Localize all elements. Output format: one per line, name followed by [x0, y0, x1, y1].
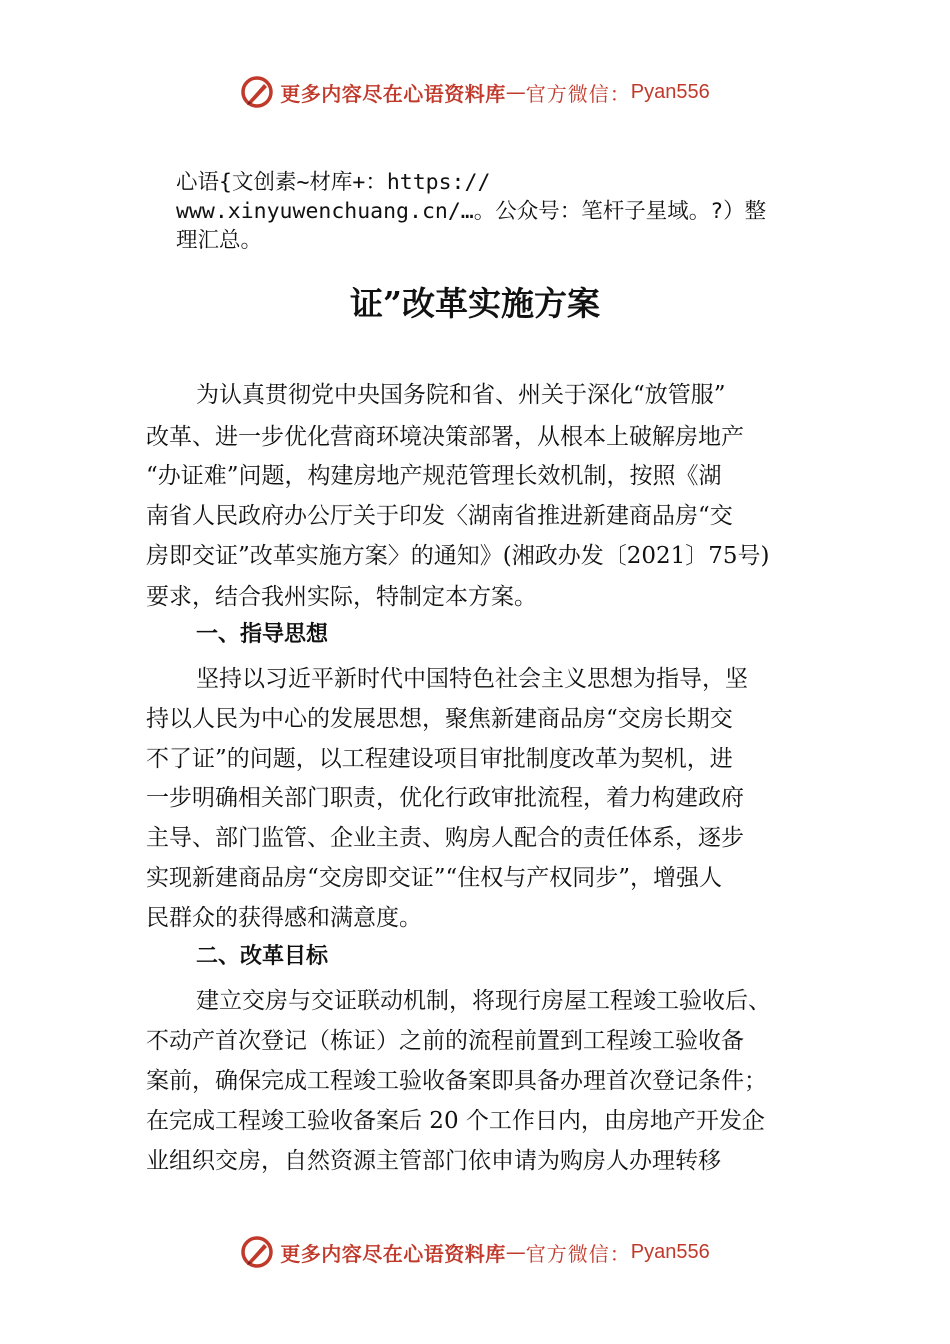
header-banner	[0, 72, 950, 112]
pen-circle-logo-icon	[240, 1235, 274, 1269]
section1-line: 实现新建商品房“交房即交证”“住权与产权同步”，增强人	[146, 865, 723, 891]
banner-wechat-label: 官方微信：	[525, 1241, 631, 1266]
banner-wechat-label: 官方微信：	[525, 81, 631, 106]
banner-brand-text: 更多内容尽在心语资料库	[280, 1241, 506, 1266]
section1-line: 持以人民为中心的发展思想，聚焦新建商品房“交房长期交	[146, 706, 733, 732]
source-note-line: www.xinyuwenchuang.cn/…。公众号：笔杆子星域。?）整	[176, 199, 767, 224]
section2-line: 不动产首次登记（栋证）之前的流程前置到工程竣工验收备	[146, 1028, 744, 1054]
source-note-line: 心语{文创素~材库+：https://	[176, 170, 491, 195]
intro-line: “办证难”问题，构建房地产规范管理长效机制，按照《湖	[146, 463, 722, 489]
banner-wechat-id: Pyan556	[630, 80, 710, 103]
section2-line: 建立交房与交证联动机制，将现行房屋工程竣工验收后、	[196, 988, 771, 1014]
section2-line: 案前，确保完成工程竣工验收备案即具备办理首次登记条件；	[146, 1068, 767, 1094]
banner-dash: —	[505, 80, 526, 104]
banner-brand-text: 更多内容尽在心语资料库	[280, 81, 506, 106]
intro-line: 房即交证”改革实施方案〉的通知》(湘政办发〔2021〕75号)	[146, 543, 770, 569]
section1-line: 主导、部门监管、企业主责、购房人配合的责任体系，逐步	[146, 825, 744, 851]
document-title: 证”改革实施方案	[350, 284, 600, 323]
intro-line: 南省人民政府办公厅关于印发〈湖南省推进新建商品房“交	[146, 503, 733, 529]
intro-line: 要求，结合我州实际，特制定本方案。	[146, 584, 537, 610]
footer-banner	[0, 1232, 950, 1272]
section1-line: 一步明确相关部门职责，优化行政审批流程，着力构建政府	[146, 785, 744, 811]
source-note	[176, 168, 836, 255]
source-note-line: 理汇总。	[176, 228, 263, 253]
intro-line: 改革、进一步优化营商环境决策部署，从根本上破解房地产	[146, 424, 744, 450]
section1-line: 不了证”的问题，以工程建设项目审批制度改革为契机，进	[146, 746, 733, 772]
section2-line: 在完成工程竣工验收备案后 20 个工作日内，由房地产开发企	[146, 1108, 765, 1134]
intro-line: 为认真贯彻党中央国务院和省、州关于深化“放管服”	[196, 382, 726, 408]
section-heading-reform-goals: 二、改革目标	[196, 944, 329, 969]
section2-line: 业组织交房，自然资源主管部门依申请为购房人办理转移	[146, 1148, 721, 1174]
banner-dash: —	[505, 1240, 526, 1264]
pen-circle-logo-icon	[240, 75, 274, 109]
section1-line: 坚持以习近平新时代中国特色社会主义思想为指导，坚	[196, 666, 748, 692]
section1-line: 民群众的获得感和满意度。	[146, 905, 422, 931]
banner-wechat-id: Pyan556	[630, 1240, 710, 1263]
section-heading-guiding-thought: 一、指导思想	[196, 622, 329, 647]
